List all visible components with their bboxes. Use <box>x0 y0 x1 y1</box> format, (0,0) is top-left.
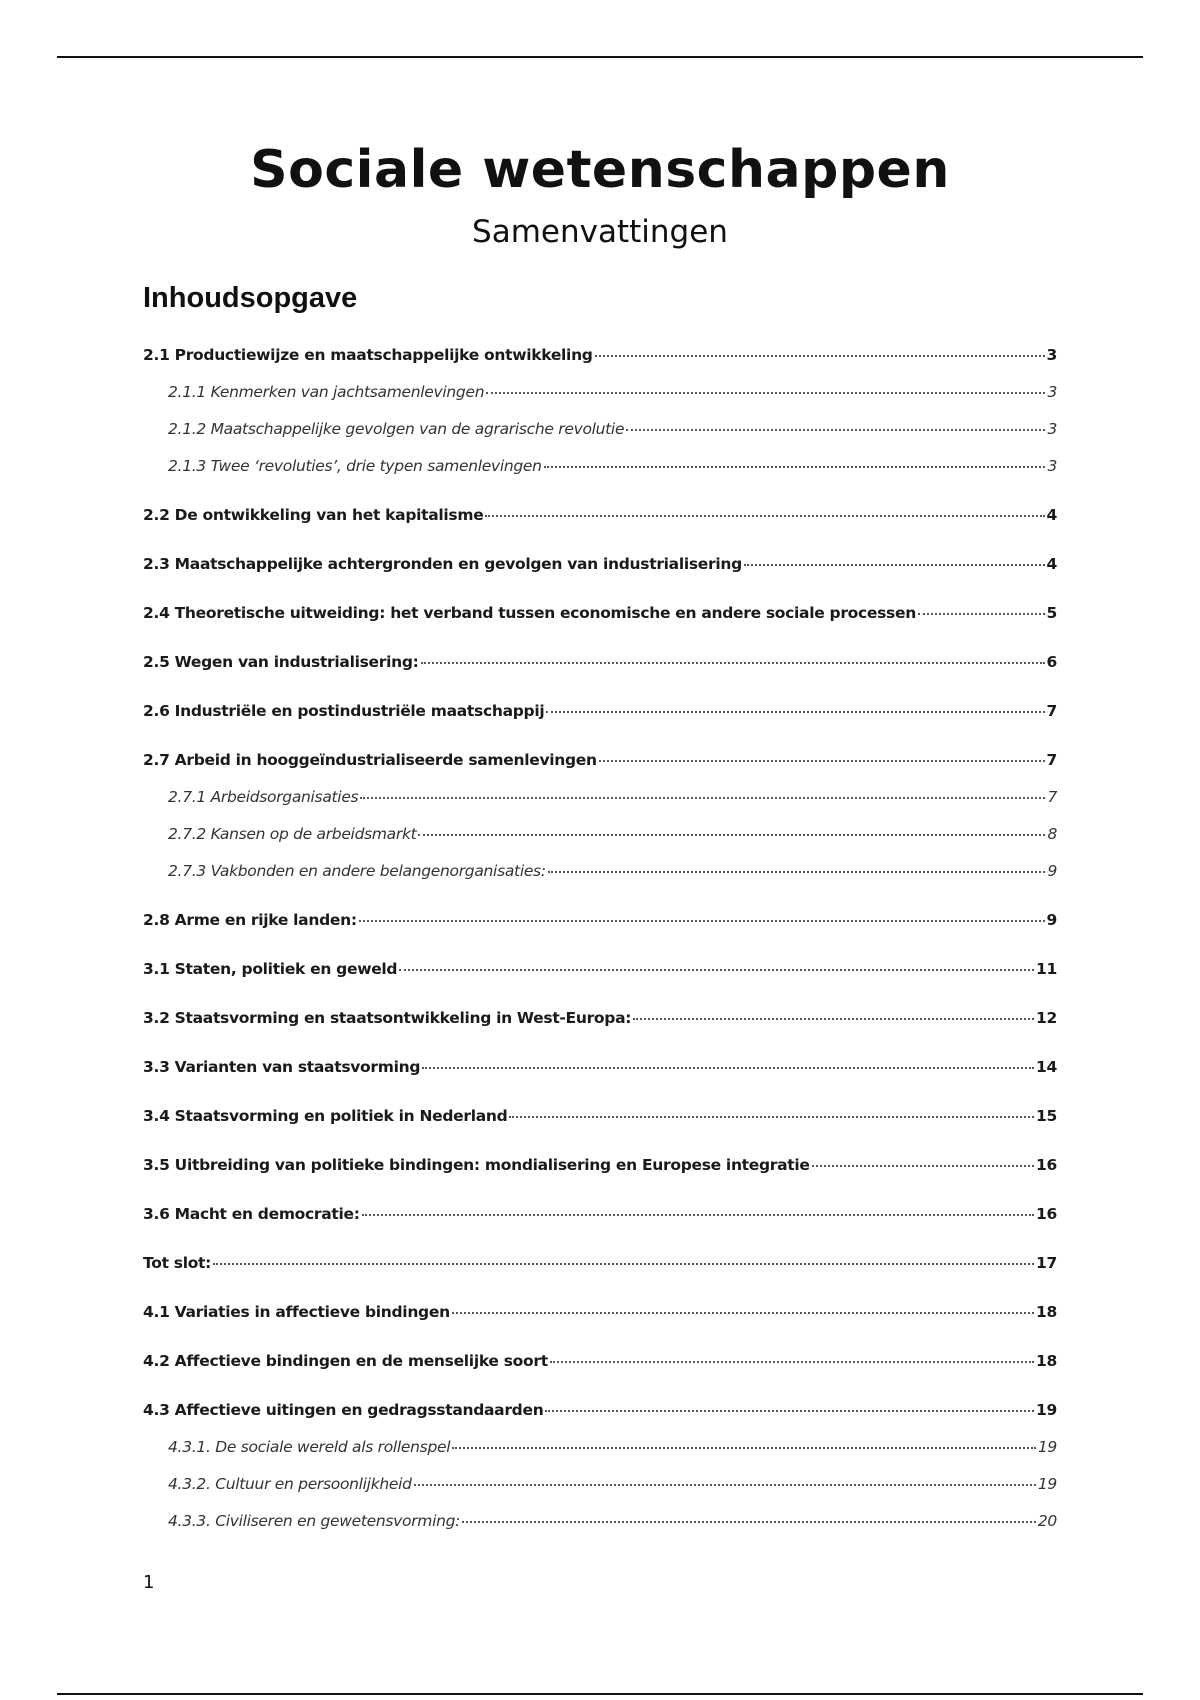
toc-dot-leader <box>918 611 1045 615</box>
toc-entry-page: 3 <box>1047 420 1057 438</box>
toc-entry-page: 19 <box>1036 1401 1057 1419</box>
toc-entry-page: 19 <box>1037 1475 1057 1493</box>
toc-dot-leader <box>595 353 1045 357</box>
toc-heading: Inhoudsopgave <box>143 282 358 314</box>
toc-entry[interactable] <box>143 1252 1057 1274</box>
toc-dot-leader <box>545 1408 1034 1412</box>
toc-entry-label: 2.7.3 Vakbonden en andere belangenorganisaties: <box>168 862 546 880</box>
toc-entry[interactable] <box>143 1350 1057 1372</box>
toc-entry-label: 3.1 Staten, politiek en geweld <box>143 960 398 978</box>
footer-rule <box>57 1693 1143 1695</box>
toc-dot-leader <box>550 1359 1034 1363</box>
toc-entry[interactable] <box>143 602 1057 624</box>
toc-entry-label: 2.7.2 Kansen op de arbeidsmarkt <box>168 825 417 843</box>
toc-entry[interactable] <box>143 504 1057 526</box>
toc-entry-page: 3 <box>1046 346 1057 364</box>
toc-entry-label: 2.8 Arme en rijke landen: <box>143 911 357 929</box>
toc-entry-label: 2.5 Wegen van industrialisering: <box>143 653 419 671</box>
toc-entry[interactable] <box>143 455 1057 477</box>
toc-entry-label: 4.3 Affectieve uitingen en gedragsstandaarden <box>143 1401 544 1419</box>
toc-entry-label: 2.4 Theoretische uitweiding: het verband tussen economische en andere sociale processen <box>143 604 916 622</box>
toc-entry[interactable] <box>143 1056 1057 1078</box>
toc-entry-page: 11 <box>1036 960 1057 978</box>
toc-entry-label: 2.7 Arbeid in hooggeïndustrialiseerde samenlevingen <box>143 751 597 769</box>
toc-entry[interactable] <box>143 958 1057 980</box>
toc-entry[interactable] <box>143 1154 1057 1176</box>
toc-entry-page: 4 <box>1046 506 1057 524</box>
toc-entry-label: 2.1 Productiewijze en maatschappelijke ontwikkeling <box>143 346 593 364</box>
toc-entry-page: 3 <box>1047 457 1057 475</box>
page-number: 1 <box>143 1572 155 1593</box>
toc-entry-label: 2.2 De ontwikkeling van het kapitalisme <box>143 506 484 524</box>
toc-dot-leader <box>485 513 1044 517</box>
toc-entry-label: 2.1.2 Maatschappelijke gevolgen van de agrarische revolutie <box>168 420 625 438</box>
toc-entry[interactable] <box>143 553 1057 575</box>
toc-entry-label: Tot slot: <box>143 1254 212 1272</box>
toc-entry[interactable] <box>143 1301 1057 1323</box>
toc-entry-label: 3.6 Macht en democratie: <box>143 1205 360 1223</box>
toc-entry-label: 2.1.3 Twee ‘revoluties’, drie typen samenlevingen <box>168 457 542 475</box>
toc-entry-label: 3.3 Varianten van staatsvorming <box>143 1058 421 1076</box>
toc-entry[interactable] <box>143 700 1057 722</box>
toc-entry-page: 9 <box>1046 911 1057 929</box>
toc-entry[interactable] <box>143 1399 1057 1421</box>
toc-dot-leader <box>462 1519 1036 1523</box>
toc-dot-leader <box>812 1163 1034 1167</box>
toc-entry[interactable] <box>143 1203 1057 1225</box>
toc-entry-page: 18 <box>1036 1352 1057 1370</box>
toc-entry-label: 3.5 Uitbreiding van politieke bindingen: mondialisering en Europese integratie <box>143 1156 810 1174</box>
toc-entry-page: 19 <box>1037 1438 1057 1456</box>
toc-entry-page: 7 <box>1046 702 1057 720</box>
toc-entry[interactable] <box>143 860 1057 882</box>
toc-entry[interactable] <box>143 1105 1057 1127</box>
toc-dot-leader <box>548 869 1046 873</box>
toc-entry-page: 16 <box>1036 1156 1057 1174</box>
toc-dot-leader <box>421 660 1045 664</box>
toc-entry[interactable] <box>143 749 1057 771</box>
toc-entry-label: 3.2 Staatsvorming en staatsontwikkeling in West-Europa: <box>143 1009 632 1027</box>
toc-entry-label: 2.3 Maatschappelijke achtergronden en gevolgen van industrialisering <box>143 555 742 573</box>
toc-entry-page: 7 <box>1047 788 1057 806</box>
toc-dot-leader <box>213 1261 1034 1265</box>
toc-dot-leader <box>422 1065 1034 1069</box>
toc-dot-leader <box>359 918 1045 922</box>
toc-dot-leader <box>414 1482 1036 1486</box>
toc-entry-page: 12 <box>1036 1009 1057 1027</box>
toc-entry-label: 4.1 Variaties in affectieve bindingen <box>143 1303 450 1321</box>
toc-entry-page: 20 <box>1037 1512 1057 1530</box>
toc-entry-page: 9 <box>1047 862 1057 880</box>
toc-entry-page: 7 <box>1046 751 1057 769</box>
toc-dot-leader <box>399 967 1034 971</box>
toc-entry-label: 4.3.2. Cultuur en persoonlijkheid <box>168 1475 412 1493</box>
toc-entry-label: 4.3.1. De sociale wereld als rollenspel <box>168 1438 451 1456</box>
toc-dot-leader <box>360 795 1045 799</box>
header-rule <box>57 56 1143 58</box>
toc-entry-page: 16 <box>1036 1205 1057 1223</box>
toc-entry-label: 2.7.1 Arbeidsorganisaties <box>168 788 359 806</box>
toc-entry[interactable] <box>143 344 1057 366</box>
toc-entry[interactable] <box>143 381 1057 403</box>
toc-dot-leader <box>744 562 1045 566</box>
document-title: Sociale wetenschappen <box>250 140 950 200</box>
toc-dot-leader <box>452 1445 1036 1449</box>
toc-dot-leader <box>509 1114 1034 1118</box>
toc-entry[interactable] <box>143 418 1057 440</box>
toc-dot-leader <box>486 390 1045 394</box>
toc-entry-page: 4 <box>1046 555 1057 573</box>
toc-dot-leader <box>418 832 1045 836</box>
toc-entry-page: 6 <box>1046 653 1057 671</box>
toc-dot-leader <box>633 1016 1034 1020</box>
toc-entry[interactable] <box>143 1436 1057 1458</box>
toc-entry-page: 18 <box>1036 1303 1057 1321</box>
toc-dot-leader <box>599 758 1045 762</box>
toc-entry[interactable] <box>143 1510 1057 1532</box>
toc-entry-page: 8 <box>1047 825 1057 843</box>
toc-entry[interactable] <box>143 786 1057 808</box>
toc-entry[interactable] <box>143 909 1057 931</box>
toc-dot-leader <box>362 1212 1034 1216</box>
toc-dot-leader <box>452 1310 1034 1314</box>
toc-dot-leader <box>546 709 1044 713</box>
toc-entry-label: 4.2 Affectieve bindingen en de menselijke soort <box>143 1352 548 1370</box>
toc-entry[interactable] <box>143 651 1057 673</box>
toc-entry-page: 15 <box>1036 1107 1057 1125</box>
toc-entry-page: 14 <box>1036 1058 1057 1076</box>
toc-entry-label: 2.1.1 Kenmerken van jachtsamenlevingen <box>168 383 485 401</box>
toc-dot-leader <box>544 464 1046 468</box>
toc-dot-leader <box>626 427 1045 431</box>
toc-entry[interactable] <box>143 1473 1057 1495</box>
toc-entry[interactable] <box>143 823 1057 845</box>
toc-entry-label: 2.6 Industriële en postindustriële maatschappij <box>143 702 545 720</box>
toc-entry-label: 4.3.3. Civiliseren en gewetensvorming: <box>168 1512 461 1530</box>
toc-entry[interactable] <box>143 1007 1057 1029</box>
document-subtitle: Samenvattingen <box>472 214 728 250</box>
toc-entry-page: 3 <box>1047 383 1057 401</box>
toc-entry-page: 17 <box>1036 1254 1057 1272</box>
toc-entry-label: 3.4 Staatsvorming en politiek in Nederland <box>143 1107 508 1125</box>
toc-entry-page: 5 <box>1046 604 1057 622</box>
